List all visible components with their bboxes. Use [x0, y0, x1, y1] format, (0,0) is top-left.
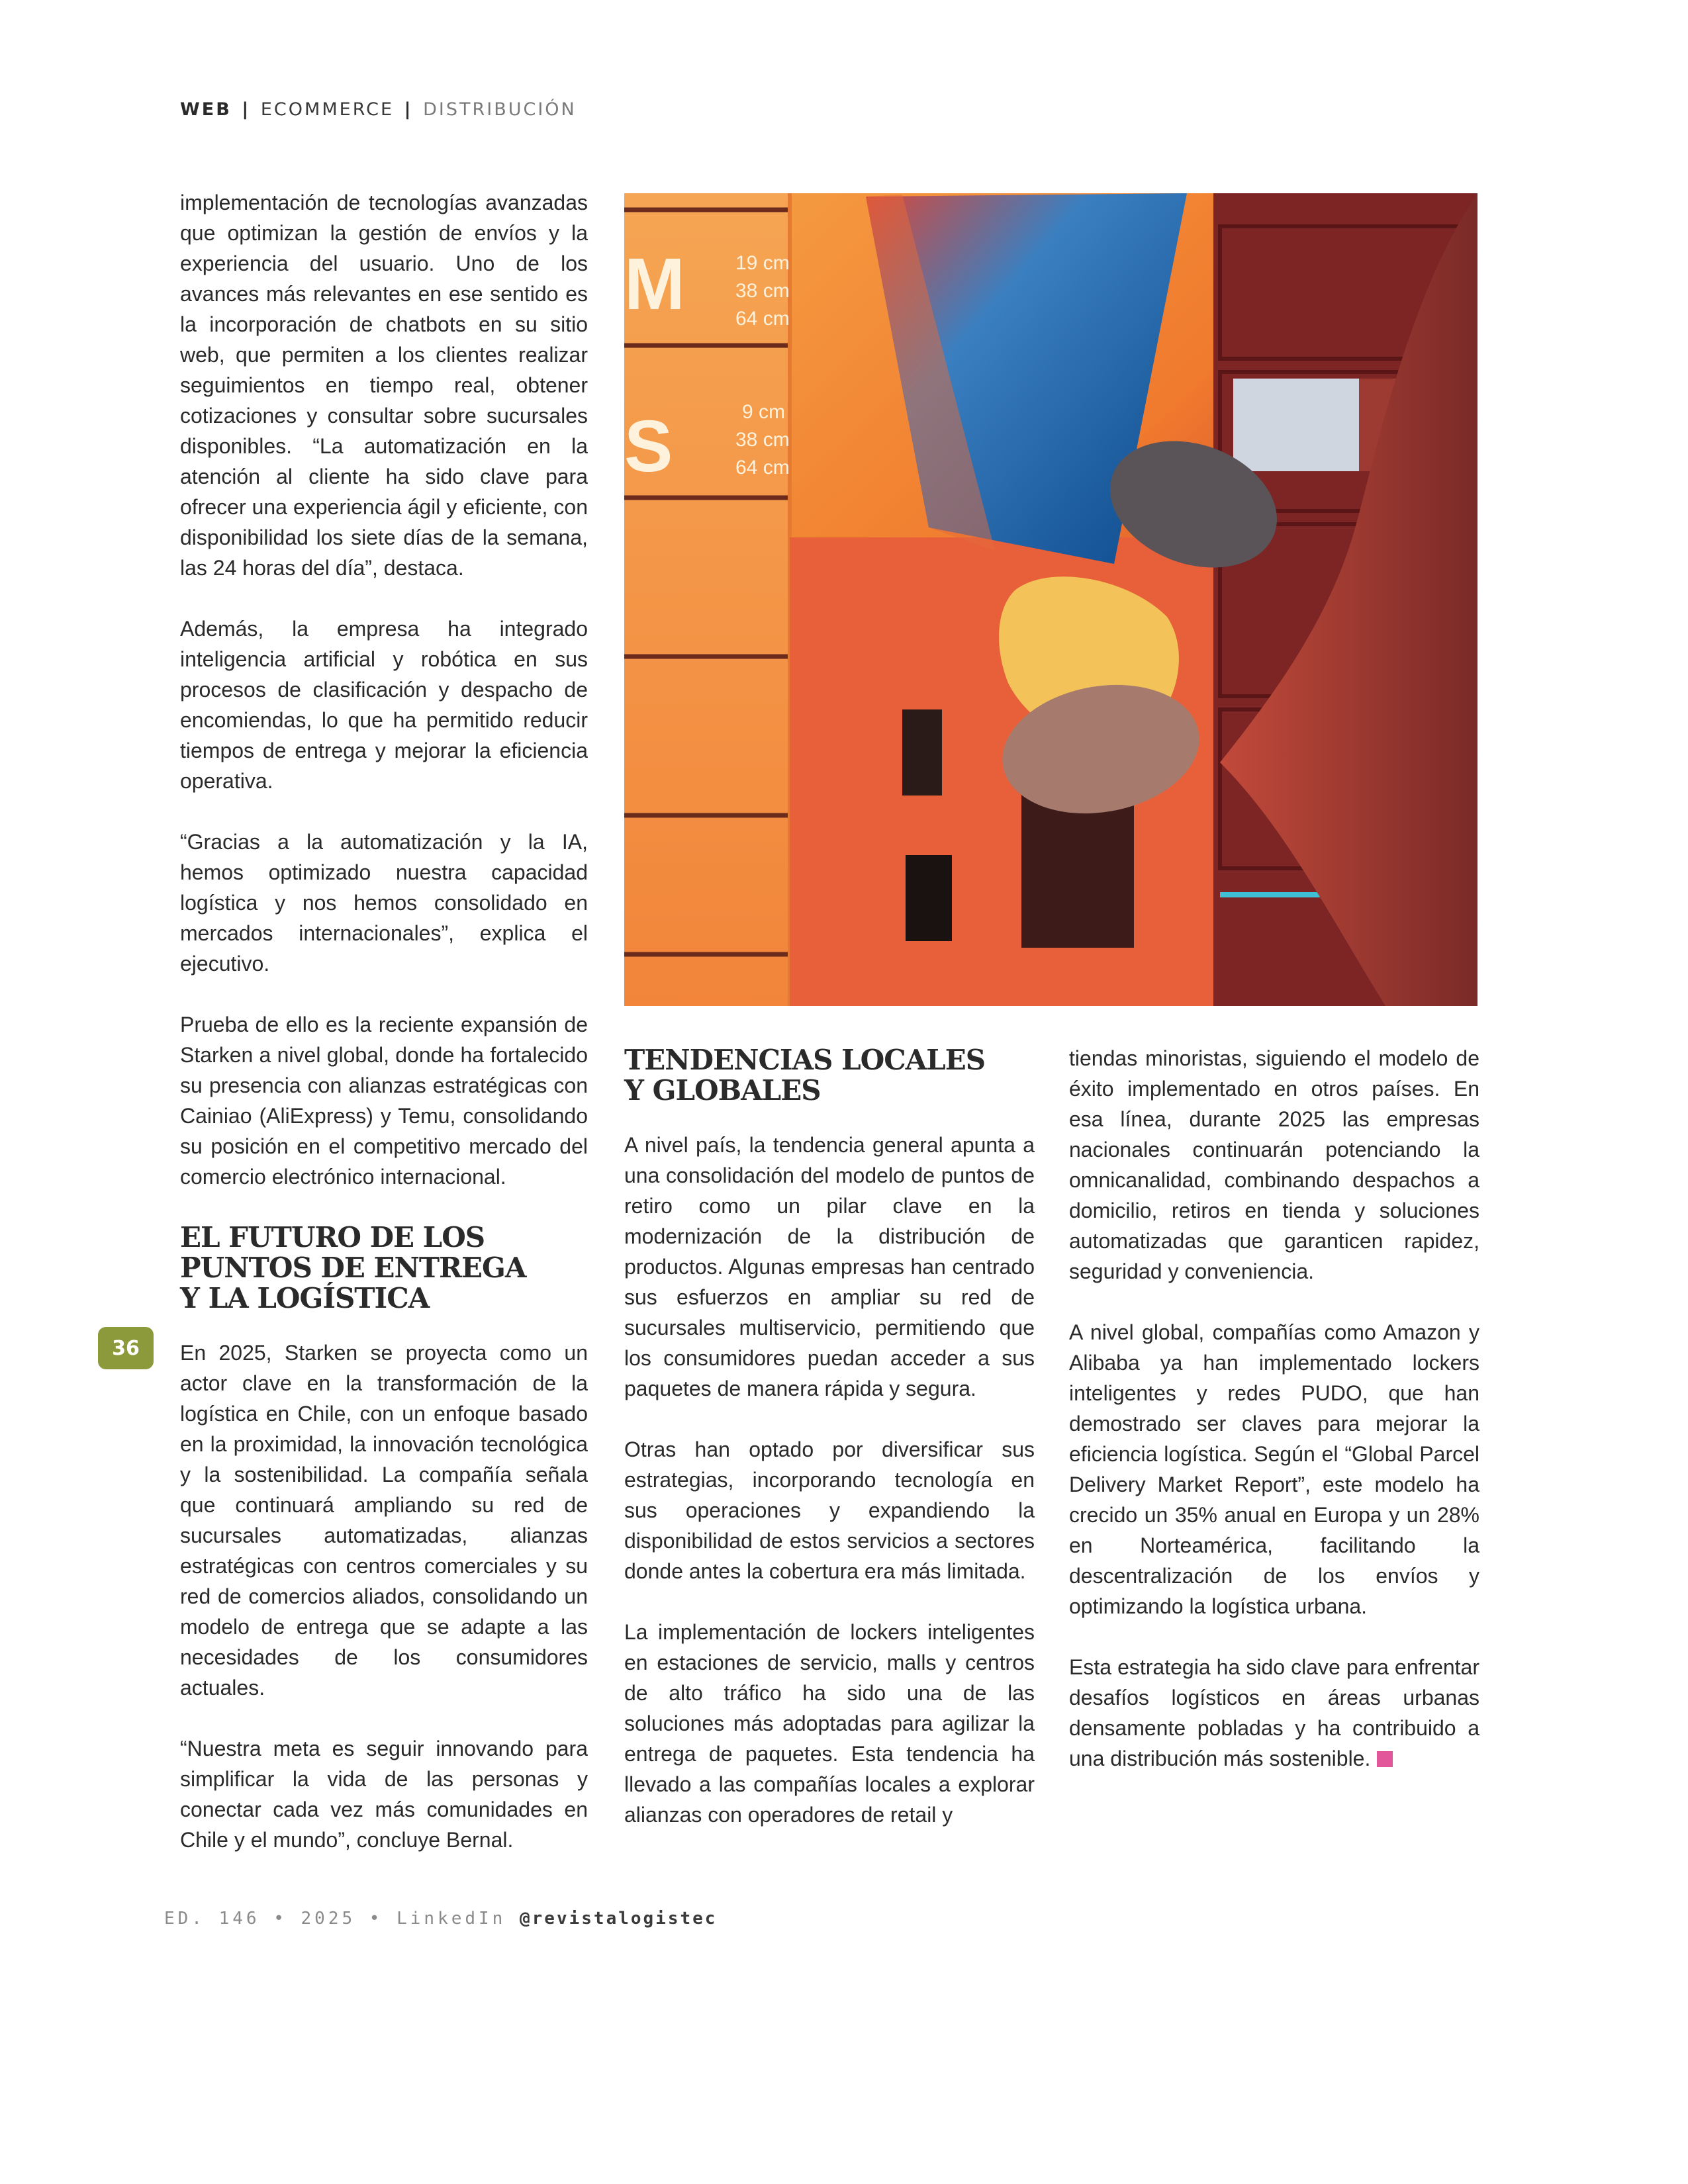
paragraph: Además, la empresa ha integrado inteligencia artificial y robótica en sus procesos de clasificación y despacho de encomiendas, lo que ha permitido reducir tiempos de entrega y mejorar la eficiencia operativa.: [180, 617, 588, 793]
parcel-locker-photo: [624, 193, 1477, 1006]
footer-linkedin-handle[interactable]: @revistalogistec: [520, 1909, 718, 1929]
footer-edition: ED. 146 • 2025 • LinkedIn: [164, 1909, 520, 1929]
locker-label-m: M: [624, 244, 685, 325]
locker-m-dim: 64 cm: [735, 308, 790, 330]
header-separator: |: [404, 99, 413, 120]
locker-m-dim: 38 cm: [735, 280, 790, 302]
paragraph: “Gracias a la automatización y la IA, hemos optimizado nuestra capacidad logística y nos hemos consolidado en mercados internacionales”, explica el ejecutivo.: [180, 830, 588, 976]
subheading-line: EL FUTURO DE LOS: [180, 1221, 485, 1253]
subheading-tendencias: [624, 1045, 1035, 1106]
header-separator: |: [242, 99, 251, 120]
end-of-article-mark: [1377, 1751, 1393, 1767]
subheading-line: Y GLOBALES: [624, 1074, 821, 1107]
locker-s-dim: 38 cm: [735, 429, 790, 451]
locker-s-dim: 9 cm: [742, 401, 786, 423]
section-header: [180, 99, 577, 120]
locker-label-s: S: [624, 406, 673, 487]
page-number-badge: 36: [98, 1327, 154, 1369]
header-ecommerce: ECOMMERCE: [260, 99, 395, 120]
paragraph: “Nuestra meta es seguir innovando para simplificar la vida de las personas y conectar cada vez más comunidades en Chile y el mundo”, concluye Bernal.: [180, 1737, 588, 1852]
paragraph: En 2025, Starken se proyecta como un actor clave en la transformación de la logística en Chile, con un enfoque basado en la proximidad, la innovación tecnológica y la sostenibilidad. La compañía señala que continuará ampliando su red de sucursales automatizadas, alianzas estratégicas con centros comerciales y su red de comercios aliados, consolidando un modelo de entrega que se adapte a las necesidades de los consumidores actuales.: [180, 1341, 588, 1700]
paragraph: A nivel global, compañías como Amazon y Alibaba ya han implementado lockers inteligentes y redes PUDO, que han demostrado ser claves para mejorar la eficiencia logística. Según el “Global Parcel Delivery Market Report”, este modelo ha crecido un 35% anual en Europa y un 28% en Norteamérica, facilitando la descentralización de los envíos y optimizando la logística urbana.: [1069, 1320, 1479, 1618]
paragraph-text: Esta estrategia ha sido clave para enfrentar desafíos logísticos en áreas urbanas densamente pobladas y ha contribuido a una distribución más sostenible.: [1069, 1655, 1479, 1770]
paragraph: Prueba de ello es la reciente expansión de Starken a nivel global, donde ha fortalecido su presencia con alianzas estratégicas con Cainiao (AliExpress) y Temu, consolidando su posición en el competitivo mercado del comercio electrónico internacional.: [180, 1013, 588, 1189]
paragraph: A nivel país, la tendencia general apunta a una consolidación del modelo de puntos de retiro como un pilar clave en la modernización de la distribución de productos. Algunas empresas han centrado sus esfuerzos en ampliar su red de sucursales multiservicio, permitiendo que los consumidores puedan acceder a sus paquetes de manera rápida y segura.: [624, 1133, 1035, 1400]
article-column-2: [624, 1045, 1035, 1860]
paragraph: La implementación de lockers inteligentes en estaciones de servicio, malls y centros de alto tráfico ha sido una de las soluciones más adoptadas para agilizar la entrega de paquetes. Esta tendencia ha llevado a las compañías locales a explorar alianzas con operadores de retail y: [624, 1620, 1035, 1827]
subheading-line: PUNTOS DE ENTREGA: [180, 1251, 526, 1284]
paragraph: tiendas minoristas, siguiendo el modelo de éxito implementado en otros países. En esa línea, durante 2025 las empresas nacionales continuarán potenciando la omnicanalidad, combinando despachos a domicilio, retiros en tienda y soluciones automatizadas que garanticen rapidez, seguridad y conveniencia.: [1069, 1046, 1479, 1283]
footer: [164, 1909, 717, 1929]
locker-s-dim: 64 cm: [735, 457, 790, 478]
article-column-1: [180, 187, 588, 1886]
locker-m-dim: 19 cm: [735, 252, 790, 274]
paragraph-final: [1069, 1652, 1479, 1774]
subheading-futuro: [180, 1222, 588, 1314]
header-web: WEB: [180, 99, 232, 120]
article-column-3: [1069, 1043, 1479, 1804]
subheading-line: Y LA LOGÍSTICA: [180, 1282, 430, 1314]
paragraph: implementación de tecnologías avanzadas que optimizan la gestión de envíos y la experiencia del usuario. Uno de los avances más relevantes en ese sentido es la incorporación de chatbots en su sitio web, que permiten a los clientes realizar seguimientos en tiempo real, obtener cotizaciones y consultar sobre sucursales disponibles. “La automatización en la atención al cliente ha sido clave para ofrecer una experiencia ágil y eficiente, con disponibilidad los siete días de la semana, las 24 horas del día”, destaca.: [180, 191, 588, 580]
paragraph: Otras han optado por diversificar sus estrategias, incorporando tecnología en sus operaciones y expandiendo la disponibilidad de estos servicios a sectores donde antes la cobertura era más limitada.: [624, 1437, 1035, 1583]
header-distribucion: DISTRIBUCIÓN: [423, 99, 577, 120]
subheading-line: TENDENCIAS LOCALES: [624, 1044, 986, 1076]
